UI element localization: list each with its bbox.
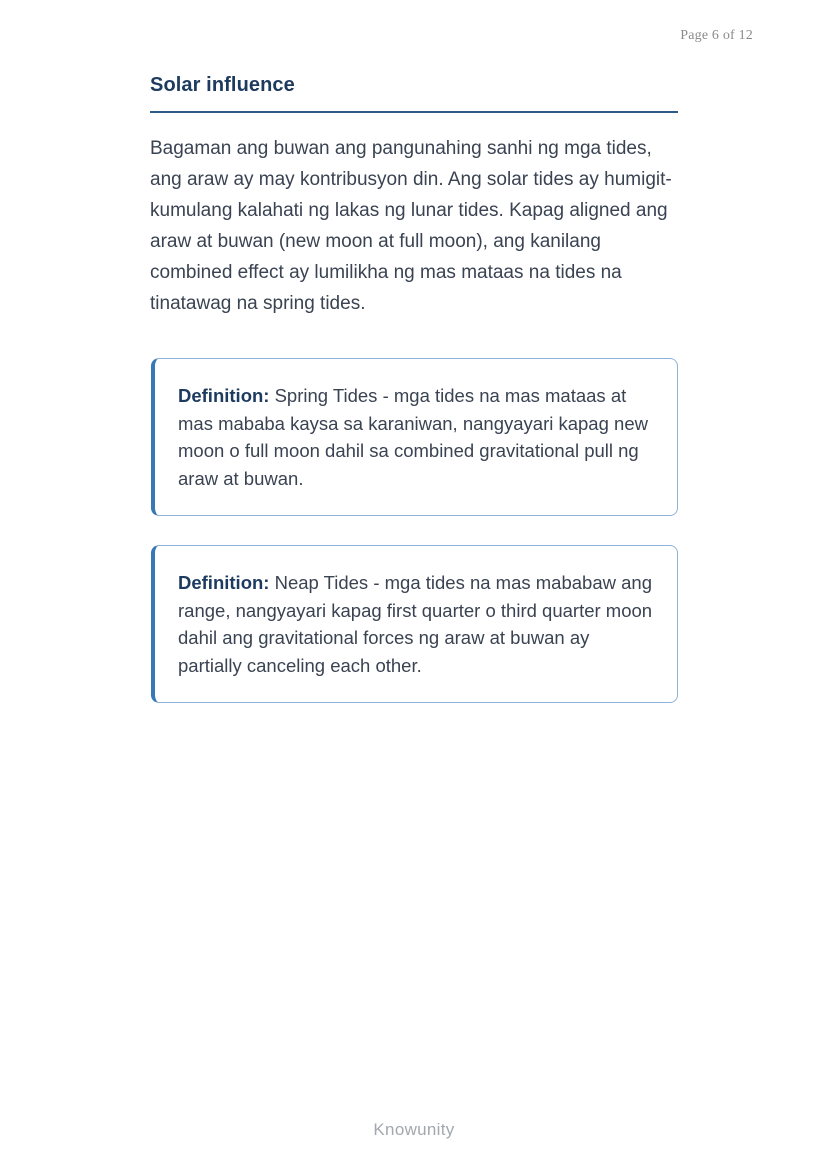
definition-body: Spring Tides - mga tides na mas mataas at mas mababa kaysa sa karaniwan, nangyayari kapag new moon o full moon dahil sa combined gravitational pull ng araw at buwan. [178,385,648,489]
footer-brand: Knowunity [373,1120,455,1139]
definition-text [178,382,653,492]
title-underline [150,111,678,113]
definition-box-spring-tides [151,358,678,516]
definition-text [178,569,653,679]
definition-label: Definition: [178,385,270,406]
page-indicator: Page 6 of 12 [680,28,753,43]
body-paragraph: Bagaman ang buwan ang pangunahing sanhi ng mga tides, ang araw ay may kontribusyon din. Ang solar tides ay humigit-kumulang kalahati ng lakas ng lunar tides. Kapag aligned ang araw at buwan (new moon at full moon), ang kanilang combined effect ay lumilikha ng mas mataas na tides na tinatawag na spring tides. [150,138,672,314]
definition-label: Definition: [178,572,270,593]
definition-box-neap-tides [151,545,678,703]
section-title: Solar influence [150,74,295,96]
definition-body: Neap Tides - mga tides na mas mababaw ang range, nangyayari kapag first quarter o third quarter moon dahil ang gravitational forces ng araw at buwan ay partially canceling each other. [178,572,653,676]
